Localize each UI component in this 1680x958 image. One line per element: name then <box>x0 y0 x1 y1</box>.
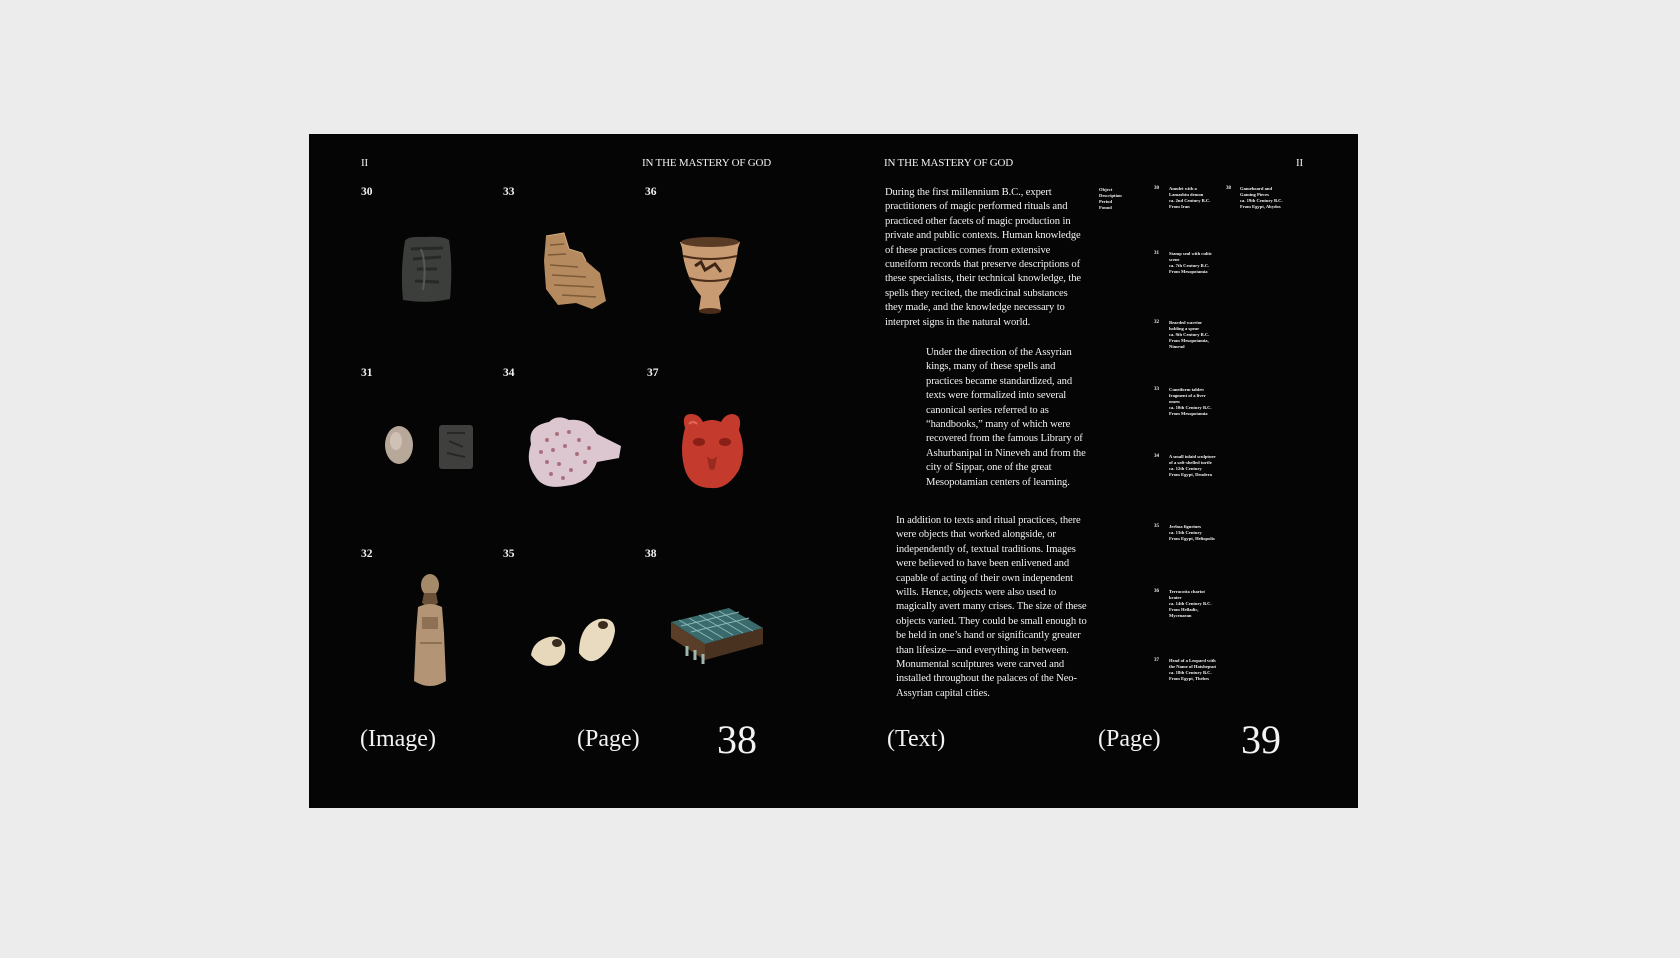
caption-line: Cuneiform tablet: <box>1169 387 1205 392</box>
caption-line: From Egypt, Heliopolis <box>1169 536 1215 541</box>
caption-line: Stamp seal with cultic <box>1169 251 1213 256</box>
caption-number: 37 <box>1154 658 1159 663</box>
caption-line: ca. 19th Century B.C. <box>1240 198 1283 203</box>
caption-line: Mycenaean <box>1169 613 1192 618</box>
figure-number: 36 <box>645 186 657 198</box>
caption-line: A small inlaid sculpture <box>1169 454 1216 459</box>
right-footer-label-text: (Text) <box>887 726 946 752</box>
caption-line: Bearded warrior <box>1169 320 1203 325</box>
caption-line: ca. 7th Century B.C. <box>1169 263 1210 268</box>
figure-number: 37 <box>647 367 659 379</box>
caption-line: From Mesopotamia, <box>1169 338 1209 343</box>
caption-text <box>1169 454 1237 478</box>
gameboard-image <box>669 604 765 670</box>
caption-text <box>1169 387 1237 417</box>
figure-number: 35 <box>503 548 515 560</box>
paragraph-2: Under the direction of the Assyrian kings, many of these spells and practices became standardized, and texts were formalized into several canonical series referred to as “handbooks,” many of which were recovered from the famous Library of Ashurbanipal in Nineveh and from the city of Sippar, one of the great Mesopotamian centers of learning. <box>926 347 1086 488</box>
caption-number: 38 <box>1226 186 1231 191</box>
figure-number: 38 <box>645 548 657 560</box>
caption-line: fragment of a liver <box>1169 393 1206 398</box>
amulet-image <box>397 235 457 305</box>
left-section-number: II <box>361 157 368 169</box>
caption-line: Head of a Leopard with <box>1169 658 1216 663</box>
caption-line: From Helladic, <box>1169 607 1199 612</box>
left-running-title: IN THE MASTERY OF GOD <box>642 157 772 169</box>
caption-line: From Mesopotamia <box>1169 269 1208 274</box>
left-footer-label-image: (Image) <box>360 726 436 752</box>
caption-number: 32 <box>1154 320 1159 325</box>
caption-line: scene <box>1169 257 1180 262</box>
caption-line: holding a spear <box>1169 326 1200 331</box>
caption-text <box>1169 524 1237 542</box>
caption-line: ca. 18th Century B.C. <box>1169 670 1212 675</box>
left-footer-label-page: (Page) <box>577 726 640 752</box>
caption-line: Amulet with a <box>1169 186 1197 191</box>
caption-line: Lamashtu demon <box>1169 192 1204 197</box>
caption-text <box>1240 186 1308 210</box>
book-spread <box>309 134 1358 808</box>
jerboa-figurines-image <box>527 611 627 673</box>
turtle-sculpture-image <box>523 414 623 492</box>
cuneiform-tablet-image <box>536 231 608 313</box>
caption-line: ca. 9th Century B.C. <box>1169 332 1210 337</box>
caption-line: ca. 10th Century B.C. <box>1169 405 1212 410</box>
caption-key: Object Description Period Found <box>1099 187 1122 210</box>
caption-line: From Mesopotamia <box>1169 411 1208 416</box>
caption-line: From Iran <box>1169 204 1190 209</box>
caption-line: ca. 13th Century <box>1169 530 1202 535</box>
paragraph-1: During the first millennium B.C., expert practitioners of magic performed rituals and practiced other facets of magic production in private and public contexts. Human knowledge of these practices comes from extensive cuneiform records that preserve descriptions of these specialists, their technical knowledge, the spells they recited, the medicinal substances they made, and the knowledge necessary to interpret signs in the natural world. <box>885 187 1082 328</box>
caption-line: From Egypt, Abydos <box>1240 204 1281 209</box>
figure-number: 31 <box>361 367 373 379</box>
figure-number: 34 <box>503 367 515 379</box>
caption-line: Nimrud <box>1169 344 1185 349</box>
caption-line: of a soft-shelled turtle <box>1169 460 1212 465</box>
caption-number: 31 <box>1154 251 1159 256</box>
paragraph-3: In addition to texts and ritual practices, there were objects that worked alongside, or independently of, textual traditions. Images were believed to have been enlivened and capable of acting of their own independent wills. Hence, objects were also used to magically avert many crises. The size of these objects varied. They could be small enough to be held in one’s hand or significantly greater than lifesize—and everything in between. Monumental sculptures were carved and installed throughout the palaces of the Neo-Assyrian capital cities. <box>896 515 1087 699</box>
caption-number: 35 <box>1154 524 1159 529</box>
caption-line: Gameboard and <box>1240 186 1273 191</box>
caption-line: ca. 2nd Century B.C. <box>1169 198 1211 203</box>
caption-line: krater <box>1169 595 1182 600</box>
right-section-number: II <box>1296 157 1303 169</box>
caption-text <box>1169 658 1237 682</box>
caption-number: 33 <box>1154 387 1159 392</box>
stamp-seal-image <box>383 421 477 473</box>
caption-number: 36 <box>1154 589 1159 594</box>
caption-line: the Name of Hatshepsut <box>1169 664 1217 669</box>
figure-number: 33 <box>503 186 515 198</box>
caption-line: Jerboa figurines <box>1169 524 1202 529</box>
chariot-krater-image <box>675 234 745 316</box>
caption-number: 34 <box>1154 454 1159 459</box>
caption-number: 30 <box>1154 186 1159 191</box>
caption-line: omen <box>1169 399 1180 404</box>
caption-text <box>1169 320 1237 350</box>
caption-text <box>1169 589 1237 619</box>
caption-line: From Egypt, Thebes <box>1169 676 1210 681</box>
caption-line: Gaming Pieces <box>1240 192 1269 197</box>
caption-line: Terracotta chariot <box>1169 589 1205 594</box>
right-footer-label-page: (Page) <box>1098 726 1161 752</box>
figure-number: 30 <box>361 186 373 198</box>
caption-line: From Egypt, Dendera <box>1169 472 1212 477</box>
figure-number: 32 <box>361 548 373 560</box>
caption-line: ca. 14th Century B.C. <box>1169 601 1212 606</box>
right-page-number: 39 <box>1241 717 1281 762</box>
right-running-title: IN THE MASTERY OF GOD <box>884 157 1014 169</box>
warrior-figure-image <box>408 573 452 693</box>
left-page-number: 38 <box>717 717 757 762</box>
caption-text <box>1169 251 1237 275</box>
leopard-head-image <box>677 410 747 492</box>
caption-line: ca. 12th Century <box>1169 466 1202 471</box>
